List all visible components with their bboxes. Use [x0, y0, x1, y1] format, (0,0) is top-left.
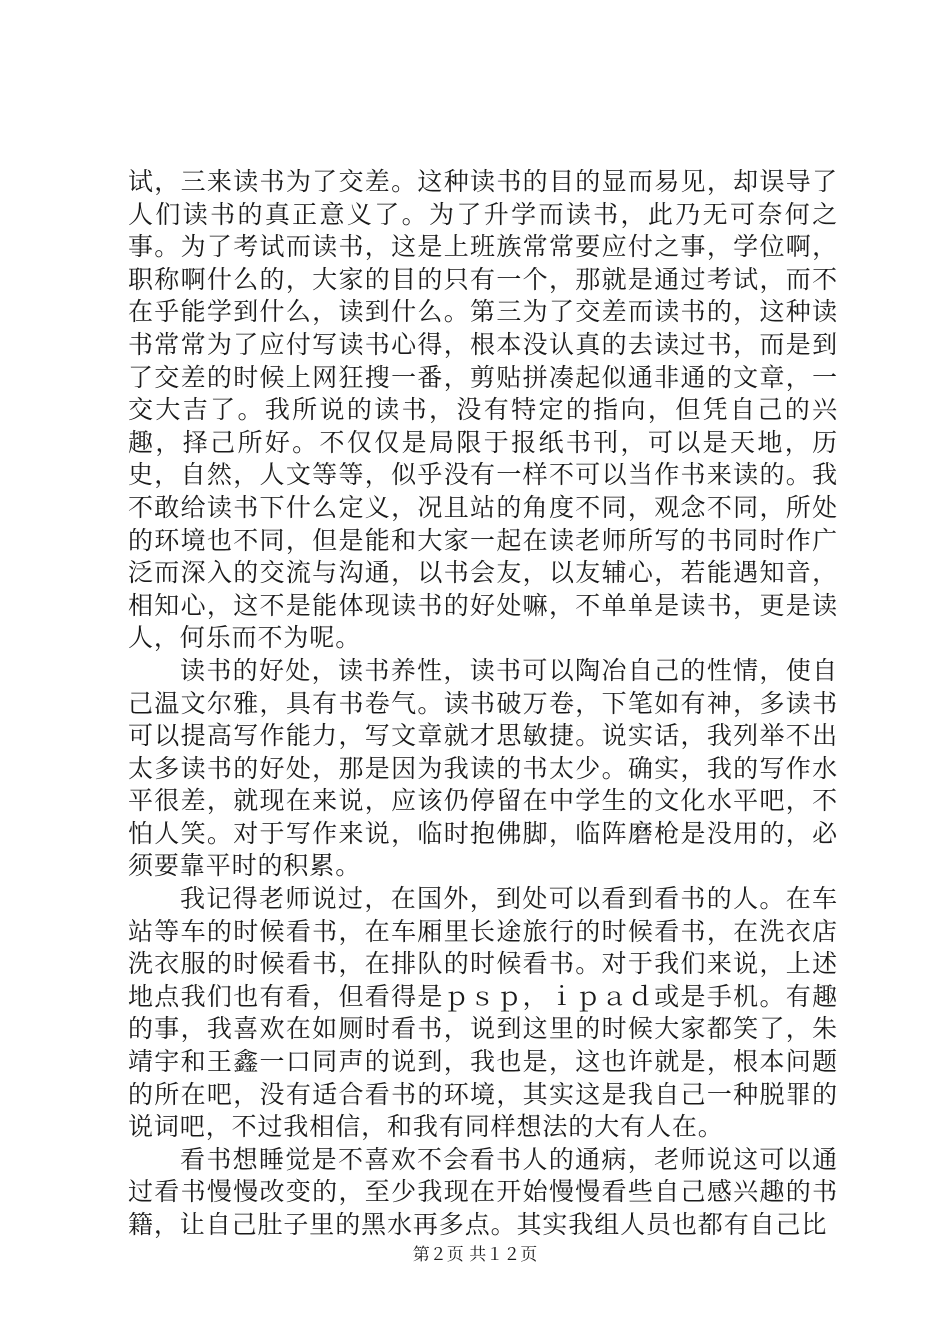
body-text — [128, 166, 838, 1242]
paragraph-4: 看书想睡觉是不喜欢不会看书人的通病，老师说这可以通过看书慢慢改变的，至少我现在开始慢慢看些自己感兴趣的书籍，让自己肚子里的黑水再多点。其实我组人员也都有自己比 — [128, 1144, 838, 1239]
paragraph-1: 试，三来读书为了交差。这种读书的目的显而易见，却误导了人们读书的真正意义了。为了升学而读书，此乃无可奈何之事。为了考试而读书，这是上班族常常要应付之事，学位啊，职称啊什么的，大家的目的只有一个，那就是通过考试，而不在乎能学到什么，读到什么。第三为了交差而读书的，这种读书常常为了应付写读书心得，根本没认真的去读过书，而是到了交差的时候上网狂搜一番，剪贴拼凑起似通非通的文章，一交大吉了。我所说的读书，没有特定的指向，但凭自己的兴趣，择己所好。不仅仅是局限于报纸书刊，可以是天地，历史，自然，人文等等，似乎没有一样不可以当作书来读的。我不敢给读书下什么定义，况且站的角度不同，观念不同，所处的环境也不同，但是能和大家一起在读老师所写的书同时作广泛而深入的交流与沟通，以书会友，以友辅心，若能遇知音，相知心，这不是能体现读书的好处嘛，不单单是读书，更是读人，何乐而不为呢。 — [128, 167, 838, 653]
paragraph-2: 读书的好处，读书养性，读书可以陶冶自己的性情，使自己温文尔雅，具有书卷气。读书破万卷，下笔如有神，多读书可以提高写作能力，写文章就才思敏捷。说实话，我列举不出太多读书的好处，那是因为我读的书太少。确实，我的写作水平很差，就现在来说，应该仍停留在中学生的文化水平吧，不怕人笑。对于写作来说，临时抱佛脚，临阵磨枪是没用的，必须要靠平时的积累。 — [128, 655, 838, 881]
page-footer: 第２页 共１２页 — [412, 1245, 538, 1265]
paragraph-3: 我记得老师说过，在国外，到处可以看到看书的人。在车站等车的时候看书，在车厢里长途旅行的时候看书，在洗衣店洗衣服的时候看书，在排队的时候看书。对于我们来说，上述地点我们也有看，但看得是ｐｓｐ，ｉｐａｄ或是手机。有趣的事，我喜欢在如厕时看书，说到这里的时候大家都笑了，朱靖宇和王鑫一口同声的说到，我也是，这也许就是，根本问题的所在吧，没有适合看书的环境，其实这是我自己一种脱罪的说词吧，不过我相信，和我有同样想法的大有人在。 — [128, 884, 838, 1142]
